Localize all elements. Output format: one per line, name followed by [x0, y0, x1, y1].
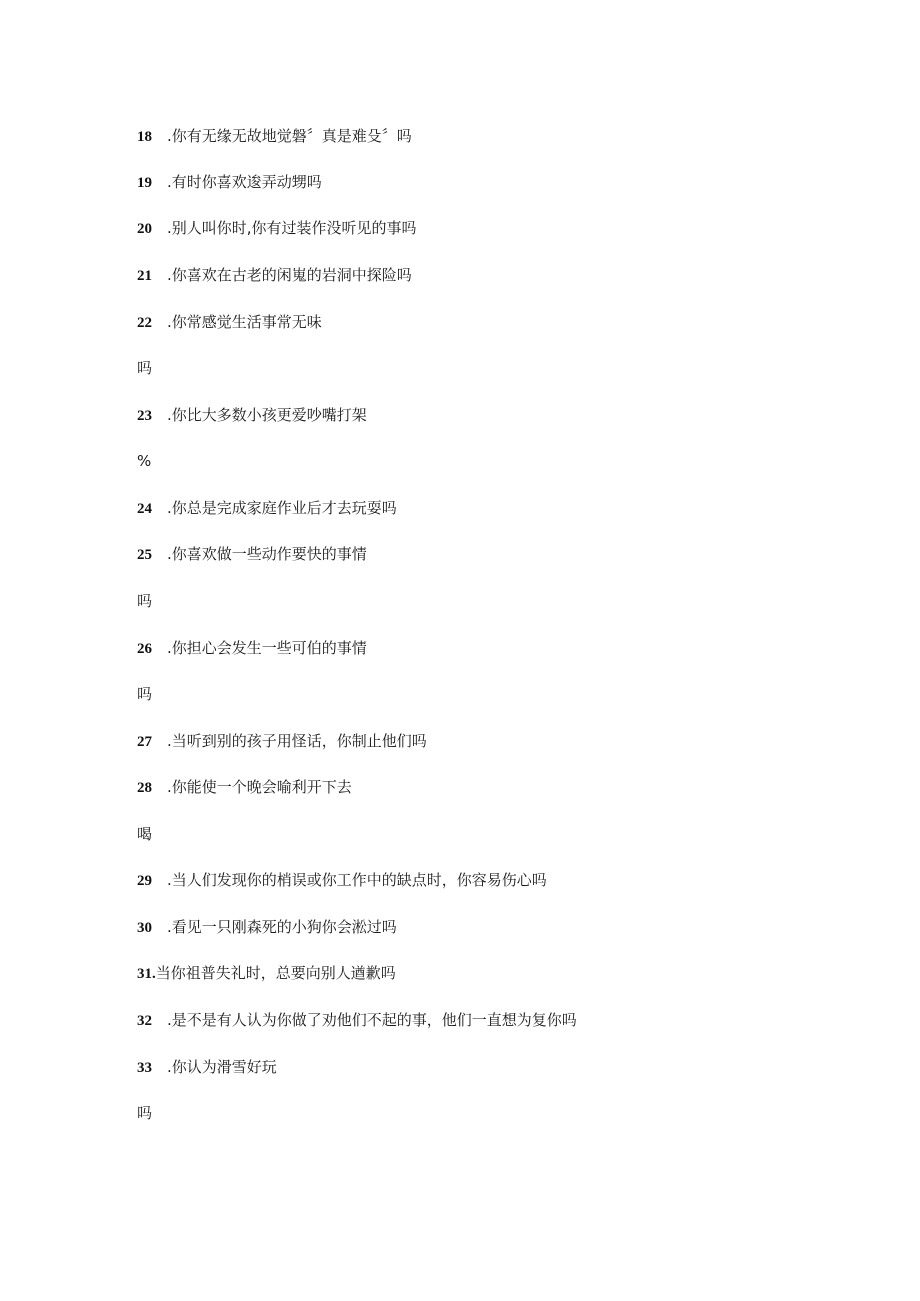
question-33 — [137, 1055, 277, 1079]
question-text: .有时你喜欢逡弄动甥吗 — [167, 173, 322, 191]
question-text: .当听到别的孩子用怪话，你制止他们吗 — [167, 732, 427, 750]
question-text: .你能使一个晚会喻利开下去 — [167, 778, 352, 796]
question-number: 29 — [137, 873, 152, 889]
question-22-continuation — [137, 356, 152, 380]
question-text: 吗 — [137, 1104, 153, 1122]
question-number: 25 — [137, 547, 152, 563]
question-text: .你比大多数小孩更爱吵嘴打架 — [167, 406, 367, 424]
question-text: .你认为滑雪好玩 — [167, 1058, 277, 1076]
question-18 — [137, 124, 412, 148]
question-26-continuation — [137, 682, 152, 706]
question-text: 喝 — [137, 825, 153, 843]
question-number: 19 — [137, 175, 152, 191]
question-text: % — [137, 452, 152, 470]
question-19 — [137, 170, 322, 194]
question-24 — [137, 496, 397, 520]
question-33-continuation — [137, 1101, 152, 1125]
question-text: .你常感觉生活事常无味 — [167, 313, 322, 331]
question-text: .你喜欢在古老的闲嵬的岩洞中探险吗 — [167, 266, 412, 284]
question-number: 24 — [137, 501, 152, 517]
question-25-continuation — [137, 589, 152, 613]
question-number: 20 — [137, 221, 152, 237]
question-text: .你喜欢做一些动作要快的事情 — [167, 545, 367, 563]
question-text: 吗 — [137, 359, 153, 377]
question-22 — [137, 310, 322, 334]
question-28 — [137, 775, 352, 799]
question-text: .你有无缘无故地觉磐〞真是难殳〞吗 — [167, 127, 412, 145]
question-number: 23 — [137, 408, 152, 424]
question-text: .当人们发现你的梢误或你工作中的缺点时，你容易伤心吗 — [167, 871, 547, 889]
question-28-continuation — [137, 822, 152, 846]
question-number: 30 — [137, 920, 152, 936]
question-29 — [137, 868, 547, 892]
question-number: 31. — [137, 966, 156, 982]
question-text: .别人叫你时,你有过装作没听见的事吗 — [167, 219, 417, 237]
question-number: 21 — [137, 268, 152, 284]
question-21 — [137, 263, 412, 287]
question-number: 27 — [137, 734, 152, 750]
question-20 — [137, 216, 417, 240]
question-number: 22 — [137, 315, 152, 331]
question-23 — [137, 403, 367, 427]
question-text: .你总是完成家庭作业后才去玩耍吗 — [167, 499, 397, 517]
question-number: 18 — [137, 129, 152, 145]
question-31 — [137, 961, 396, 985]
question-text: 当你祖普失礼时，总要向别人遒歉吗 — [155, 964, 396, 982]
question-text: .你担心会发生一些可伯的事情 — [167, 639, 367, 657]
question-text: .看见一只刚森死的小狗你会淞过吗 — [167, 918, 397, 936]
question-26 — [137, 636, 367, 660]
question-text: 吗 — [137, 592, 153, 610]
question-number: 33 — [137, 1060, 152, 1076]
question-30 — [137, 915, 397, 939]
question-25 — [137, 542, 367, 566]
question-text: .是不是有人认为你做了劝他们不起的事，他们一直想为复你吗 — [167, 1011, 577, 1029]
question-23-continuation — [137, 449, 151, 473]
question-27 — [137, 729, 427, 753]
question-number: 26 — [137, 641, 152, 657]
question-32 — [137, 1008, 577, 1032]
question-number: 32 — [137, 1013, 152, 1029]
question-number: 28 — [137, 780, 152, 796]
question-text: 吗 — [137, 685, 153, 703]
